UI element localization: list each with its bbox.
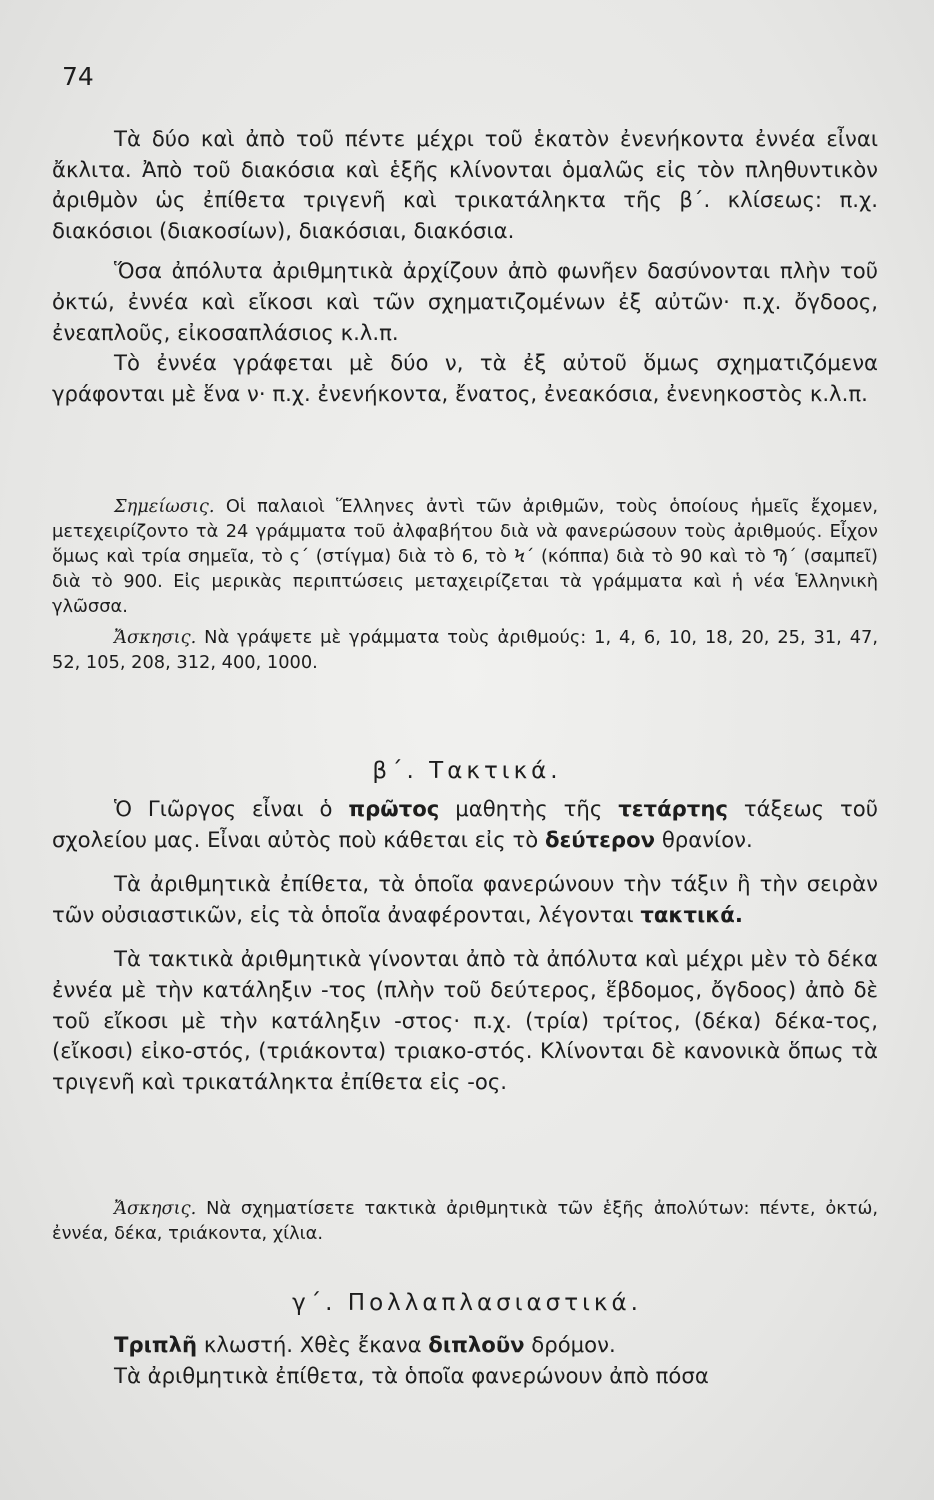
exercise-text: Νὰ γράψετε μὲ γράμματα τοὺς ἀριθμούς: 1, 4, 6, 10, 18, 20, 25, 31, 47, 52, 105, 208, 312, 400, 1000. — [52, 627, 878, 673]
text-span: κλωστή. Χθὲς ἔκανα — [197, 1332, 429, 1357]
exercise-text: Νὰ σχηματίσετε τακτικὰ ἀριθμητικὰ τῶν ἑξῆς ἀπολύτων: πέντε, ὀκτώ, ἐννέα, δέκα, τριάκοντα, χίλια. — [52, 1198, 878, 1244]
paragraph — [52, 869, 878, 930]
paragraph: Τὰ τακτικὰ ἀριθμητικὰ γίνονται ἀπὸ τὰ ἀπόλυτα καὶ μέχρι μὲν τὸ δέκα ἐννέα μὲ τὴν κατάληξιν -τος (πλὴν τοῦ δεύτερος, ἕβδομος, ὄγδοος) ἀπὸ δὲ τοῦ εἴκοσι μὲ τὴν κατάληξιν -στος· π.χ. (τρία) τρίτος, (δέκα) δέκα-τος, (εἴκοσι) εἰκο-στός, (τριάκοντα) τριακο-στός. Κλίνονται δὲ κανονικὰ ὅπως τὰ τριγενῆ καὶ τρικατάληκτα ἐπίθετα εἰς -ος. — [52, 946, 878, 1094]
paragraph: Ὅσα ἀπόλυτα ἀριθμητικὰ ἀρχίζουν ἀπὸ φωνῆεν δασύνονται πλὴν τοῦ ὀκτώ, ἐννέα καὶ εἴκοσι καὶ τῶν σχηματιζομένων ἐξ αὐτῶν· π.χ. ὄγδοος, ἐνεαπλοῦς, εἰκοσαπλάσιος κ.λ.π. — [52, 258, 878, 345]
paragraph — [52, 1330, 878, 1361]
bold-word: τακτικά. — [640, 901, 743, 927]
bold-word: διπλοῦν — [428, 1332, 525, 1357]
page-number: 74 — [62, 62, 94, 91]
section-heading-taktika: β΄. Τακτικά. — [372, 758, 562, 784]
bold-word: τετάρτης — [618, 796, 728, 821]
text-span: Τὰ ἀριθμητικὰ ἐπίθετα, τὰ ὁποῖα φανερώνουν τὴν τάξιν ἢ τὴν σειρὰν τῶν οὐσιαστικῶν, εἰς τὰ ὁποῖα ἀναφέρονται, λέγονται — [52, 871, 878, 927]
section3-body — [52, 1330, 878, 1391]
text-span: μαθητὴς τῆς — [439, 796, 619, 821]
text-span: τάξεως τοῦ σχολείου μας. Εἶναι αὐτὸς ποὺ κάθεται εἰς τὸ — [52, 796, 878, 852]
section2-body — [52, 794, 878, 1097]
note-label: Σημείωσις. — [114, 496, 215, 517]
paragraph: Τὰ δύο καὶ ἀπὸ τοῦ πέντε μέχρι τοῦ ἑκατὸν ἐνενήκοντα ἐννέα εἶναι ἄκλιτα. Ἀπὸ τοῦ διακόσια καὶ ἑξῆς κλίνονται ὁμαλῶς εἰς τὸν πληθυντικὸν ἀριθμὸν ὡς ἐπίθετα τριγενῆ καὶ τρικατάληκτα τῆς β΄. κλίσεως: π.χ. διακόσιοι (διακοσίων), διακόσιαι, διακόσια. — [52, 126, 878, 243]
note-text: Οἱ παλαιοὶ Ἕλληνες ἀντὶ τῶν ἀριθμῶν, τοὺς ὁποίους ἡμεῖς ἔχομεν, μετεχειρίζοντο τὰ 24 γράμματα τοῦ ἀλφαβήτου διὰ νὰ φανερώσουν τοὺς ἀριθμούς. Εἶχον ὅμως καὶ τρία σημεῖα, τὸ ς΄ (στίγμα) διὰ τὸ 6, τὸ Ϟ΄ (κόππα) διὰ τὸ 90 καὶ τὸ Ϡ΄ (σαμπεῖ) διὰ τὸ 900. Εἰς μερικὰς περιπτώσεις μεταχειρίζεται τὰ γράμματα καὶ ἡ νέα Ἑλληνικὴ γλῶσσα. — [52, 496, 878, 617]
section1-body — [52, 124, 878, 409]
exercise-block — [52, 1196, 878, 1246]
paragraph: Τὸ ἐννέα γράφεται μὲ δύο ν, τὰ ἐξ αὐτοῦ ὅμως σχηματιζόμενα γράφονται μὲ ἕνα ν· π.χ. ἐνενήκοντα, ἔνατος, ἐνεακόσια, ἐνενηκοστὸς κ.λ.π. — [52, 350, 878, 406]
text-span: θρανίον. — [655, 826, 753, 852]
exercise-label: Ἄσκησις. — [114, 1198, 197, 1219]
exercise-paragraph — [52, 625, 878, 675]
paragraph: Τὰ ἀριθμητικὰ ἐπίθετα, τὰ ὁποῖα φανερώνουν ἀπὸ πόσα — [114, 1362, 709, 1388]
exercise-label: Ἄσκησις. — [114, 627, 197, 648]
bold-word: δεύτερον — [544, 826, 656, 852]
text-span: Ὁ Γιῶργος εἶναι ὁ — [114, 796, 349, 821]
note-paragraph — [52, 494, 878, 619]
bold-word: πρῶτος — [348, 796, 440, 821]
bold-word: Τριπλῆ — [114, 1332, 198, 1357]
section-heading-pollaplasiastika: γ΄. Πολλαπλασιαστικά. — [292, 1290, 642, 1316]
paragraph — [52, 794, 878, 855]
exercise-paragraph — [52, 1196, 878, 1246]
text-span: δρόμον. — [524, 1332, 616, 1357]
note-block — [52, 494, 878, 675]
